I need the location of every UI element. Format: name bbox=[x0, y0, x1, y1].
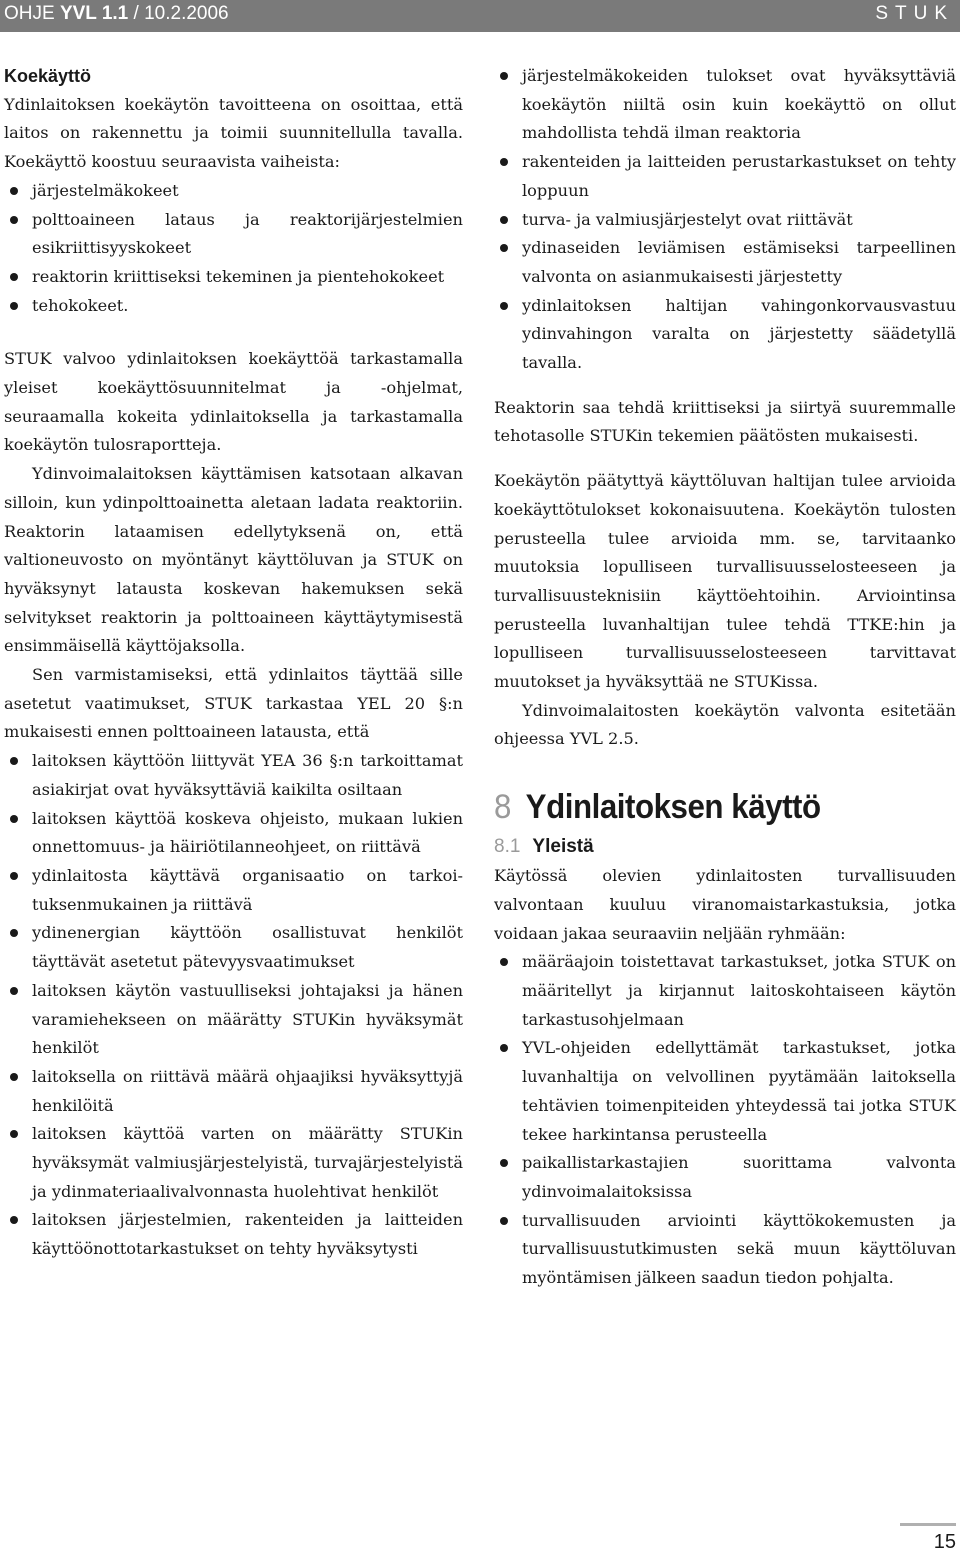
list-item: ydinenergian käyttöön osallistuvat henkilöt täyttävät asetetut pätevyysvaatimukset bbox=[4, 919, 463, 976]
requirement-list bbox=[4, 747, 463, 1264]
left-column bbox=[4, 62, 463, 1264]
list-item: laitoksen käyttöä varten on määrätty STUKin hyväksymät valmiusjärjestelyistä, turvajärjestelyistä ja ydinmateriaalivalvonnasta huolehtivat henkilöt bbox=[4, 1120, 463, 1206]
chapter-heading bbox=[494, 784, 919, 830]
list-item: ydinaseiden leviämisen estämiseksi tarpeellinen valvonta on asianmukaisesti järjestetty bbox=[494, 234, 956, 291]
list-item: laitoksen käyttöön liittyvät YEA 36 §:n tarkoittamat asiakirjat ovat hyväksyttäviä kaikilta osiltaan bbox=[4, 747, 463, 804]
list-item: järjestelmäkokeiden tulokset ovat hyväksyttäviä koekäytön niiltä osin kuin koekäyttö on ollut mahdollista tehdä ilman reaktoria bbox=[494, 62, 956, 148]
operation-start-paragraph: Ydinvoimalaitoksen käyttämisen katsotaan alkavan silloin, kun ydinpolttoainetta aletaan ladata reaktoriin. Reaktorin lataamisen edellytyksenä on, että valtioneuvosto on myöntänyt käyttöluvan ja STUK on hyväksynyt latausta koskevan hakemuksen sekä selvitykset reaktorin ja polttoaineen käyttäytymisestä ensimmäisellä käyttöjaksolla. bbox=[4, 464, 463, 656]
document-id: OHJE YVL 1.1 / 10.2.2006 bbox=[4, 3, 229, 24]
criticality-paragraph: Reaktorin saa tehdä kriittiseksi ja siirtyä suuremmalle tehotasolle STUKin tekemien päätösten mukaisesti. bbox=[494, 397, 956, 446]
list-item: määräajoin toistettavat tarkastukset, jotka STUK on määritellyt ja kirjannut laitoskohtaiseen käytön tarkastusohjelmaan bbox=[494, 948, 956, 1034]
chapter-number: 8 bbox=[494, 788, 511, 827]
list-item: polttoaineen lataus ja reaktorijärjestelmien esikriittisyyskokeet bbox=[4, 206, 463, 263]
general-paragraph: Käytössä olevien ydinlaitosten turvallisuuden valvontaan kuuluu viranomaistarkastuksia, jotka voidaan jakaa seuraaviin neljään ryhmään: bbox=[494, 866, 956, 943]
subsection-heading bbox=[494, 832, 956, 862]
list-item: turvallisuuden arviointi käyttökokemusten ja turvallisuustutkimusten sekä muun käyttöluvan myöntämisen jälkeen saadun tiedon pohjalta. bbox=[494, 1207, 956, 1293]
page-header bbox=[0, 0, 960, 32]
guide-reference-paragraph: Ydinvoimalaitosten koekäytön valvonta esitetään ohjeessa YVL 2.5. bbox=[494, 700, 956, 749]
page-number-rule bbox=[900, 1523, 956, 1526]
list-item: turva- ja valmiusjärjestelyt ovat riittävät bbox=[494, 206, 956, 235]
subsection-number: 8.1 bbox=[494, 836, 521, 858]
section-heading-koekaytto: Koekäyttö bbox=[4, 66, 92, 86]
stuk-supervision-paragraph: STUK valvoo ydinlaitoksen koekäyttöä tarkastamalla yleiset koekäyttösuunnitelmat ja -ohjelmat, seuraamalla kokeita ydinlaitoksella ja tarkastamalla koekäytön tulosraportteja. bbox=[4, 349, 463, 455]
end-of-test-paragraph: Koekäytön päätyttyä käyttöluvan haltijan tulee arvioida koekäyttötulokset kokonaisuutena. Koekäytön tulosten perusteella tulee arvioida mm. se, tarvitaanko muutoksia lopulliseen turvallisuusselosteeseen ja turvallisuusteknisiin käyttöehtoihin. Arviointinsa perusteella luvanhaltijan tulee tehdä TTKE:hin ja lopulliseen turvallisuusselosteeseen tarvittavat muutokset ja hyväksyttää ne STUKissa. bbox=[494, 471, 956, 692]
phase-list bbox=[4, 177, 463, 321]
organization-name: STUK bbox=[875, 3, 954, 24]
intro-paragraph: Ydinlaitoksen koekäytön tavoitteena on osoittaa, että laitos on rakennettu ja toimii suunnitellulla tavalla. Koekäyttö koostuu seuraavista vaiheista: bbox=[4, 94, 463, 172]
ensure-requirements-paragraph: Sen varmistamiseksi, että ydinlaitos täyttää sille asetetut vaatimukset, STUK tarkastaa YEL 20 §:n mukaisesti ennen polttoaineen latausta, että bbox=[4, 665, 463, 742]
page-number: 15 bbox=[933, 1531, 956, 1553]
list-item: ydinlaitosta käyttävä organisaatio on tarkoituksenmukainen ja riittävä bbox=[4, 862, 463, 919]
subsection-title: Yleistä bbox=[532, 836, 594, 858]
list-item: paikallistarkastajien suorittama valvonta ydinvoimalaitoksissa bbox=[494, 1149, 956, 1206]
list-item: laitoksella on riittävä määrä ohjaajiksi hyväksyttyjä henkilöitä bbox=[4, 1063, 463, 1120]
inspection-group-list bbox=[494, 948, 956, 1292]
list-item: järjestelmäkokeet bbox=[4, 177, 463, 206]
list-item: laitoksen järjestelmien, rakenteiden ja laitteiden käyttöönottotarkastukset on tehty hyväksytysti bbox=[4, 1206, 463, 1263]
list-item: tehokokeet. bbox=[4, 292, 463, 321]
list-item: ydinlaitoksen haltijan vahingonkorvausvastuu ydinvahingon varalta on järjestetty säädetyllä tavalla. bbox=[494, 292, 956, 378]
list-item: rakenteiden ja laitteiden perustarkastukset on tehty loppuun bbox=[494, 148, 956, 205]
list-item: laitoksen käyttöä koskeva ohjeisto, mukaan lukien onnettomuus- ja häiriötilanneohjeet, on riittävä bbox=[4, 805, 463, 862]
right-column bbox=[494, 62, 956, 1293]
chapter-title: Ydinlaitoksen käyttö bbox=[525, 788, 821, 827]
requirement-list-continued bbox=[494, 62, 956, 378]
list-item: reaktorin kriittiseksi tekeminen ja pientehokokeet bbox=[4, 263, 463, 292]
list-item: YVL-ohjeiden edellyttämät tarkastukset, jotka luvanhaltija on velvollinen pyytämään laitoksella tehtävien toimenpiteiden yhteydessä tai jotka STUK tekee harkintansa perusteella bbox=[494, 1034, 956, 1149]
list-item: laitoksen käytön vastuulliseksi johtajaksi ja hänen varamiehekseen on määrätty STUKin hyväksymät henkilöt bbox=[4, 977, 463, 1063]
